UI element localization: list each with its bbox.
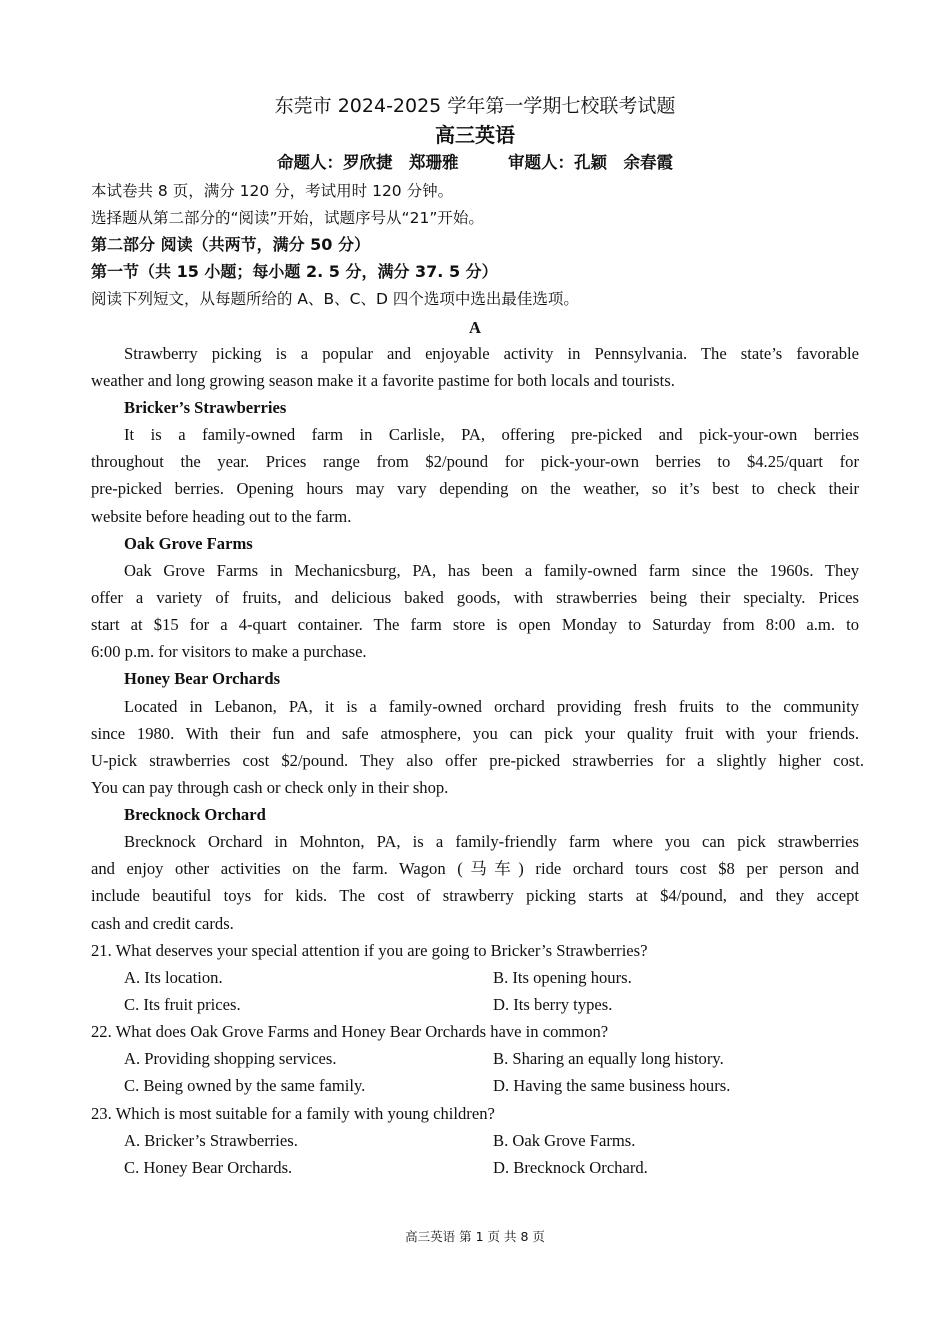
farm-heading: Bricker’s Strawberries: [124, 398, 287, 417]
exam-title: 东莞市 2024-2025 学年第一学期七校联考试题: [274, 95, 676, 117]
subject-title: 高三英语: [435, 123, 515, 147]
question-option[interactable]: B. Its opening hours.: [493, 968, 632, 987]
farm-text-line: pre-picked berries. Opening hours may vary depending on the weather, so it’s best to check their: [91, 479, 859, 498]
farm-text-line: Brecknock Orchard in Mohnton, PA, is a family-friendly farm where you can pick strawberries: [124, 832, 859, 851]
farm-text-line: website before heading out to the farm.: [91, 507, 352, 526]
farm-heading: Brecknock Orchard: [124, 805, 266, 824]
farm-text-line: throughout the year. Prices range from $2/pound for pick-your-own berries to $4.25/quart for: [91, 452, 859, 471]
passage-intro-line: Strawberry picking is a popular and enjoyable activity in Pennsylvania. The state’s favorable: [124, 344, 859, 363]
farm-text-line: U-pick strawberries cost $2/pound. They also offer pre-picked strawberries for a slightly higher cost.: [91, 751, 864, 770]
question-option[interactable]: C. Its fruit prices.: [124, 995, 241, 1014]
farm-text-line: include beautiful toys for kids. The cost of strawberry picking starts at $4/pound, and they accept: [91, 886, 859, 905]
section-heading: 第一节（共 15 小题；每小题 2. 5 分，满分 37. 5 分）: [91, 262, 498, 281]
question-option[interactable]: D. Having the same business hours.: [493, 1076, 731, 1095]
question-stem: 23. Which is most suitable for a family with young children?: [91, 1104, 495, 1123]
farm-text-line: You can pay through cash or check only in their shop.: [91, 778, 449, 797]
farm-text-line: Oak Grove Farms in Mechanicsburg, PA, has been a family-owned farm since the 1960s. They: [124, 561, 859, 580]
question-option[interactable]: B. Sharing an equally long history.: [493, 1049, 724, 1068]
passage-intro-line: weather and long growing season make it a favorite pastime for both locals and tourists.: [91, 371, 675, 390]
question-option[interactable]: D. Brecknock Orchard.: [493, 1158, 648, 1177]
passage-label: A: [469, 318, 481, 337]
question-option[interactable]: D. Its berry types.: [493, 995, 613, 1014]
farm-text-line: offer a variety of fruits, and delicious baked goods, with strawberries being their specialty. Prices: [91, 588, 859, 607]
intro-line-2: 选择题从第二部分的“阅读”开始，试题序号从“21”开始。: [91, 209, 484, 227]
question-option[interactable]: C. Being owned by the same family.: [124, 1076, 366, 1095]
question-option[interactable]: C. Honey Bear Orchards.: [124, 1158, 293, 1177]
farm-text-line: It is a family-owned farm in Carlisle, PA, offering pre-picked and pick-your-own berries: [124, 425, 859, 444]
question-stem: 22. What does Oak Grove Farms and Honey Bear Orchards have in common?: [91, 1022, 609, 1041]
authors-line: 命题人：罗欣捷 郑珊雅 审题人：孔颖 余春霞: [277, 153, 673, 172]
farm-text-line: and enjoy other activities on the farm. Wagon (马车) ride orchard tours cost $8 per person and: [91, 859, 859, 878]
farm-text-line: since 1980. With their fun and safe atmosphere, you can pick your quality fruit with your friends.: [91, 724, 859, 743]
intro-line-1: 本试卷共 8 页，满分 120 分，考试用时 120 分钟。: [91, 182, 454, 200]
question-stem: 21. What deserves your special attention if you are going to Bricker’s Strawberries?: [91, 941, 648, 960]
farm-text-line: start at $15 for a 4-quart container. The farm store is open Monday to Saturday from 8:00 a.m. to: [91, 615, 859, 634]
question-option[interactable]: A. Providing shopping services.: [124, 1049, 337, 1068]
farm-text-line: 6:00 p.m. for visitors to make a purchase.: [91, 642, 367, 661]
farm-heading: Honey Bear Orchards: [124, 669, 281, 688]
question-option[interactable]: A. Its location.: [124, 968, 223, 987]
question-option[interactable]: A. Bricker’s Strawberries.: [124, 1131, 298, 1150]
farm-text-line: cash and credit cards.: [91, 914, 234, 933]
instruction-line: 阅读下列短文，从每题所给的 A、B、C、D 四个选项中选出最佳选项。: [91, 290, 579, 308]
question-option[interactable]: B. Oak Grove Farms.: [493, 1131, 636, 1150]
part-heading: 第二部分 阅读（共两节，满分 50 分）: [91, 235, 370, 254]
farm-text-line: Located in Lebanon, PA, it is a family-owned orchard providing fresh fruits to the community: [124, 697, 859, 716]
page-footer: 高三英语 第 1 页 共 8 页: [405, 1229, 545, 1244]
farm-heading: Oak Grove Farms: [124, 534, 253, 553]
